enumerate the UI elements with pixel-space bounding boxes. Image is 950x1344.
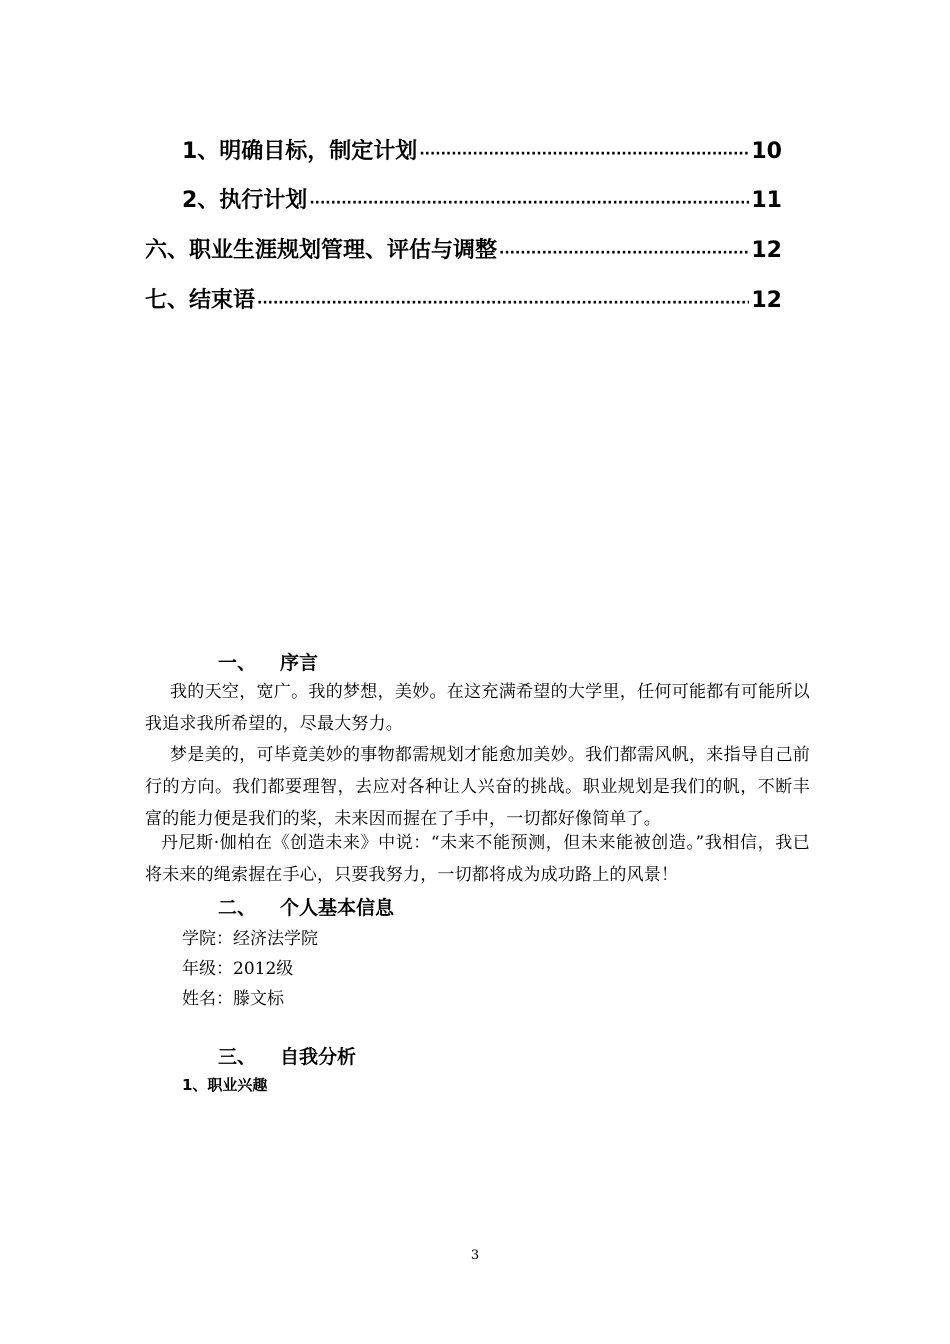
- section-number: 一、: [218, 652, 257, 674]
- toc-entry-page: 12: [751, 288, 782, 313]
- section-heading-self-analysis: [218, 1042, 356, 1069]
- toc-entry[interactable]: [182, 134, 782, 165]
- subheading-career-interest: 1、职业兴趣: [182, 1076, 268, 1094]
- toc-entry-title: 六、职业生涯规划管理、评估与调整: [145, 238, 498, 263]
- toc-leader-dots: [499, 245, 749, 261]
- toc-entry[interactable]: [182, 183, 782, 214]
- preface-paragraph: 丹尼斯·伽柏在《创造未来》中说：“未来不能预测，但未来能被创造。”我相信，我已将未来的绳索握在手心，只要我努力，一切都将成为成功路上的风景！: [145, 833, 810, 885]
- toc-entry-title: 七、结束语: [145, 288, 256, 313]
- toc-entry-title: 2、执行计划: [182, 188, 308, 213]
- toc-leader-dots: [257, 295, 749, 311]
- section-heading-preface: [218, 648, 318, 675]
- toc-entry-page: 12: [751, 238, 782, 263]
- section-number: 二、: [218, 897, 257, 919]
- info-name: 姓名：滕文标: [182, 989, 284, 1009]
- preface-paragraph: 梦是美的，可毕竟美妙的事物都需规划才能愈加美妙。我们都需风帆，来指导自己前行的方向。我们都要理智，去应对各种让人兴奋的挑战。职业规划是我们的帆，不断丰富的能力便是我们的桨，未来因而握在了手中，一切都好像简单了。: [145, 745, 810, 829]
- toc-leader-dots: [309, 195, 749, 211]
- toc-entry[interactable]: [145, 233, 782, 264]
- preface-paragraph: 我的天空，宽广。我的梦想，美妙。在这充满希望的大学里，任何可能都有可能所以我追求我所希望的，尽最大努力。: [145, 682, 810, 734]
- toc-entry[interactable]: [145, 283, 782, 314]
- toc-entry-page: 10: [751, 139, 782, 164]
- section-heading-personal-info: [218, 893, 394, 920]
- section-title: 个人基本信息: [280, 897, 395, 919]
- toc-entry-title: 1、明确目标，制定计划: [182, 139, 418, 164]
- info-college: 学院：经济法学院: [182, 929, 318, 949]
- toc-entry-page: 11: [751, 188, 782, 213]
- section-title: 自我分析: [280, 1046, 357, 1068]
- page-number: 3: [470, 1248, 480, 1263]
- section-title: 序言: [280, 652, 319, 674]
- toc-leader-dots: [419, 146, 749, 162]
- info-grade: 年级：2012级: [182, 959, 294, 979]
- section-number: 三、: [218, 1046, 257, 1068]
